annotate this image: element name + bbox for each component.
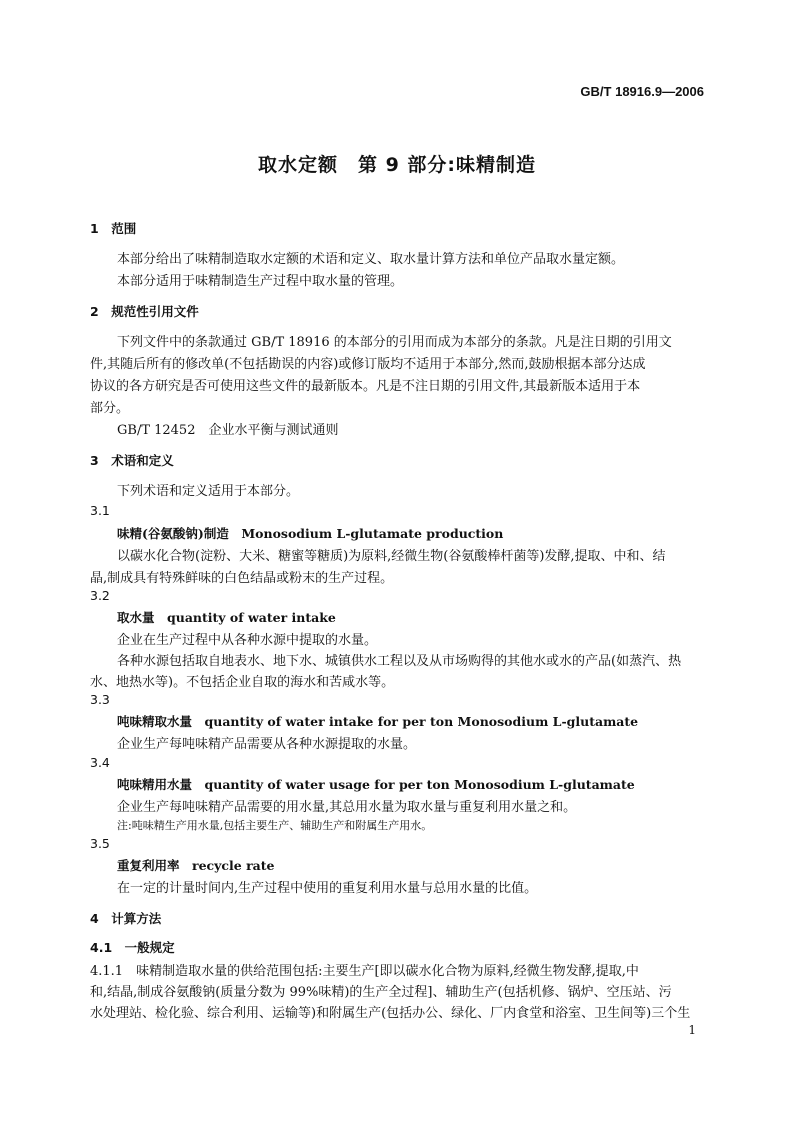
definition-line: 企业生产每吨味精产品需要的用水量,其总用水量为取水量与重复利用水量之和。 (117, 800, 577, 815)
term: 取水量 quantity of water intake (117, 610, 336, 625)
note: 注:吨味精生产用水量,包括主要生产、辅助生产和附属生产用水。 (117, 819, 433, 832)
clause-number: 3.5 (90, 836, 110, 851)
page-title: 取水定额 第 9 部分:味精制造 (257, 154, 537, 176)
definition-line: 晶,制成具有特殊鲜味的白色结晶或粉末的生产过程。 (90, 571, 394, 586)
paragraph-line: 件,其随后所有的修改单(不包括勘误的内容)或修订版均不适用于本部分,然而,鼓励根据本部分达成 (90, 357, 646, 372)
definition-line: 企业生产每吨味精产品需要从各种水源提取的水量。 (117, 737, 417, 752)
paragraph-line: 部分。 (90, 401, 130, 416)
paragraph-line: 4.1.1 味精制造取水量的供给范围包括:主要生产[即以碳水化合物为原料,经微生物发酵,提取,中 (90, 964, 639, 979)
section-3-heading: 3 术语和定义 (90, 453, 174, 468)
section-2-heading: 2 规范性引用文件 (90, 304, 199, 319)
clause-number: 3.3 (90, 692, 110, 707)
page-number: 1 (688, 1023, 696, 1037)
definition-line: 在一定的计量时间内,生产过程中使用的重复利用水量与总用水量的比值。 (117, 881, 538, 896)
clause-number: 3.2 (90, 588, 110, 603)
clause-number: 3.1 (90, 503, 110, 518)
paragraph-line: 协议的各方研究是否可使用这些文件的最新版本。凡是不注日期的引用文件,其最新版本适用于本 (90, 379, 641, 394)
section-1-heading: 1 范围 (90, 221, 137, 236)
paragraph: 本部分给出了味精制造取水定额的术语和定义、取水量计算方法和单位产品取水量定额。 (117, 252, 625, 267)
definition-line: 水、地热水等)。不包括企业自取的海水和苦咸水等。 (90, 675, 395, 690)
paragraph: 下列术语和定义适用于本部分。 (117, 484, 300, 499)
paragraph-line: 水处理站、检化验、综合利用、运输等)和附属生产(包括办公、绿化、厂内食堂和浴室、卫生间等)三个生 (90, 1006, 691, 1021)
paragraph-line: 下列文件中的条款通过 GB/T 18916 的本部分的引用而成为本部分的条款。凡是注日期的引用文 (117, 335, 672, 350)
term: 重复利用率 recycle rate (117, 858, 275, 873)
subsection-heading: 4.1 一般规定 (90, 940, 175, 955)
term: 味精(谷氨酸钠)制造 Monosodium L-glutamate production (117, 526, 504, 541)
definition-line: 以碳水化合物(淀粉、大米、糖蜜等糖质)为原料,经微生物(谷氨酸棒杆菌等)发酵,提取、中和、结 (117, 549, 666, 564)
definition-line: 企业在生产过程中从各种水源中提取的水量。 (117, 633, 378, 648)
term: 吨味精取水量 quantity of water intake for per ton Monosodium L-glutamate (117, 714, 639, 729)
definition-line: 各种水源包括取自地表水、地下水、城镇供水工程以及从市场购得的其他水或水的产品(如蒸汽、热 (117, 654, 682, 669)
normative-reference: GB/T 12452 企业水平衡与测试通则 (117, 423, 339, 438)
standard-number: GB/T 18916.9—2006 (580, 84, 704, 99)
paragraph-line: 和,结晶,制成谷氨酸钠(质量分数为 99%味精)的生产全过程]、辅助生产(包括机修、锅炉、空压站、污 (90, 985, 672, 1000)
section-4-heading: 4 计算方法 (90, 911, 162, 926)
paragraph: 本部分适用于味精制造生产过程中取水量的管理。 (117, 274, 404, 289)
clause-number: 3.4 (90, 755, 110, 770)
term: 吨味精用水量 quantity of water usage for per ton Monosodium L-glutamate (117, 777, 635, 792)
